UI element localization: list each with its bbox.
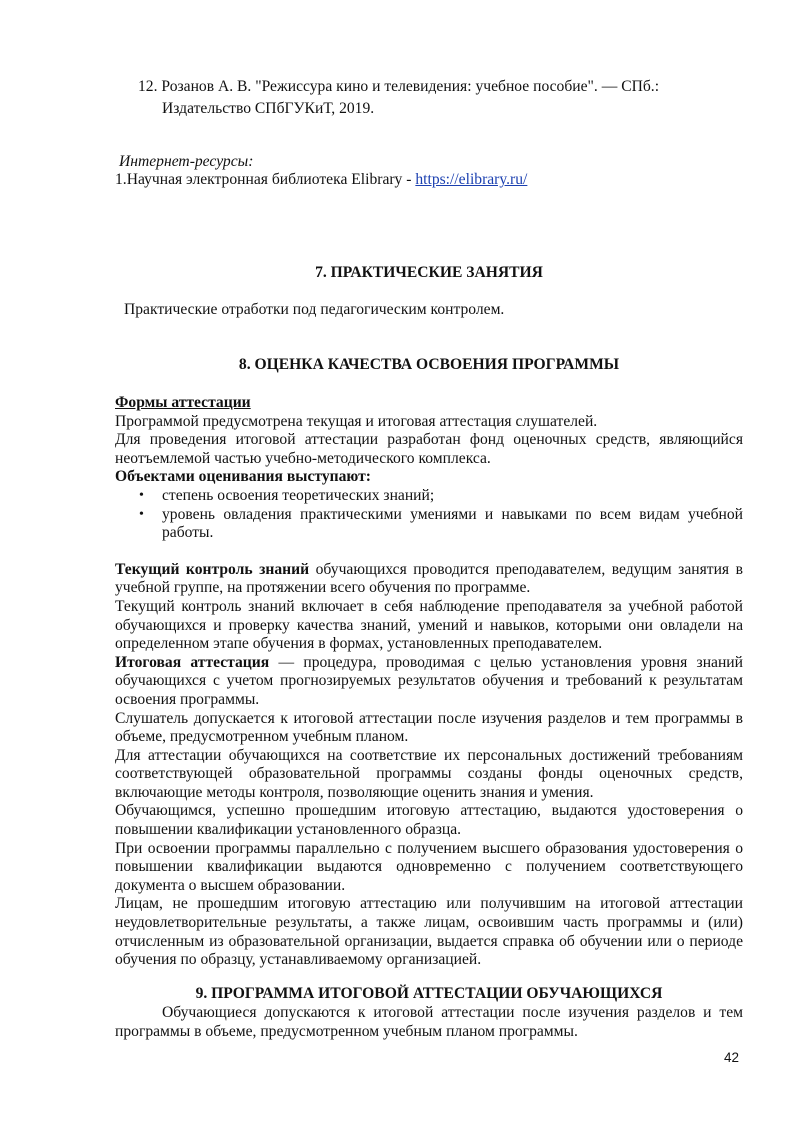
paragraph: Текущий контроль знаний обучающихся проводится преподавателем, ведущим занятия в учебной группе, на протяжении всего обучения по программе. <box>115 560 743 597</box>
paragraph: Для аттестации обучающихся на соответствие их персональных достижений требованиям соответствующей образовательной программы созданы фонды оценочных средств, включающие методы контроля, позволяющие оценить знания и умения. <box>115 746 743 801</box>
elibrary-link[interactable]: https://elibrary.ru/ <box>415 171 528 188</box>
section-9-heading: 9. ПРОГРАММА ИТОГОВОЙ АТТЕСТАЦИИ ОБУЧАЮЩИХСЯ <box>195 985 663 1002</box>
reference-line-2: Издательство СПбГУКиТ, 2019. <box>162 100 375 117</box>
list-item: • степень освоения теоретических знаний; <box>115 487 743 506</box>
paragraph: Итоговая аттестация — процедура, проводимая с целью установления уровня знаний обучающихся с учетом прогнозируемых результатов обучения и требований к результатам освоения программы. <box>115 653 743 708</box>
section-7-text: Практические отработки под педагогическим контролем. <box>124 301 505 318</box>
section-9-text: Обучающиеся допускаются к итоговой аттестации после изучения разделов и тем программы в объеме, предусмотренном учебным планом программы. <box>115 1004 743 1040</box>
paragraph: Программой предусмотрена текущая и итоговая аттестация слушателей. <box>115 412 598 430</box>
reference-item <box>138 78 748 97</box>
paragraph: Для проведения итоговой аттестации разработан фонд оценочных средств, являющийся неотъемлемой частью учебно-методического комплекса. <box>115 431 743 467</box>
internet-resource-text: 1.Научная электронная библиотека Elibrary - <box>115 171 416 188</box>
list-item: • уровень овладения практическими умениями и навыками по всем видам учебной работы. <box>115 506 743 543</box>
section-7-heading: 7. ПРАКТИЧЕСКИЕ ЗАНЯТИЯ <box>315 264 543 281</box>
paragraph: При освоении программы параллельно с получением высшего образования удостоверения о повышении квалификации выдаются одновременно с получением соответствующего документа о высшем образовании. <box>115 839 743 894</box>
paragraph: Текущий контроль знаний включает в себя наблюдение преподавателя за учебной работой обучающихся и проверку качества знаний, умений и навыков, которыми они овладели на определенном этапе обучения в формах, установленных преподавателем. <box>115 597 743 653</box>
paragraph: Обучающимся, успешно прошедшим итоговую аттестацию, выдаются удостоверения о повышении квалификации установленного образца. <box>115 802 743 839</box>
internet-resource-item <box>115 171 527 190</box>
objects-list <box>115 487 743 543</box>
internet-resources-heading: Интернет-ресурсы: <box>119 153 254 170</box>
objects-heading: Объектами оценивания выступают: <box>115 468 371 486</box>
reference-line-1: Розанов А. В. "Режиссура кино и телевидения: учебное пособие". — СПб.: <box>161 78 660 95</box>
section-8-heading: 8. ОЦЕНКА КАЧЕСТВА ОСВОЕНИЯ ПРОГРАММЫ <box>238 356 620 373</box>
page-number: 42 <box>724 1050 740 1065</box>
attestation-forms-subheading: Формы аттестации <box>115 394 251 411</box>
reference-number: 12. <box>138 78 158 95</box>
paragraph: Лицам, не прошедшим итоговую аттестацию или получившим на итоговой аттестации неудовлетворительные результаты, а также лицам, освоившим часть программы и (или) отчисленным из образовательной организации, выдается справка об обучении или о периоде обучения по образцу, устанавливаемому организацией. <box>115 895 743 969</box>
section-8-body <box>115 394 743 970</box>
paragraph: Слушатель допускается к итоговой аттестации после изучения разделов и тем программы в объеме, предусмотренном учебным планом. <box>115 709 743 746</box>
